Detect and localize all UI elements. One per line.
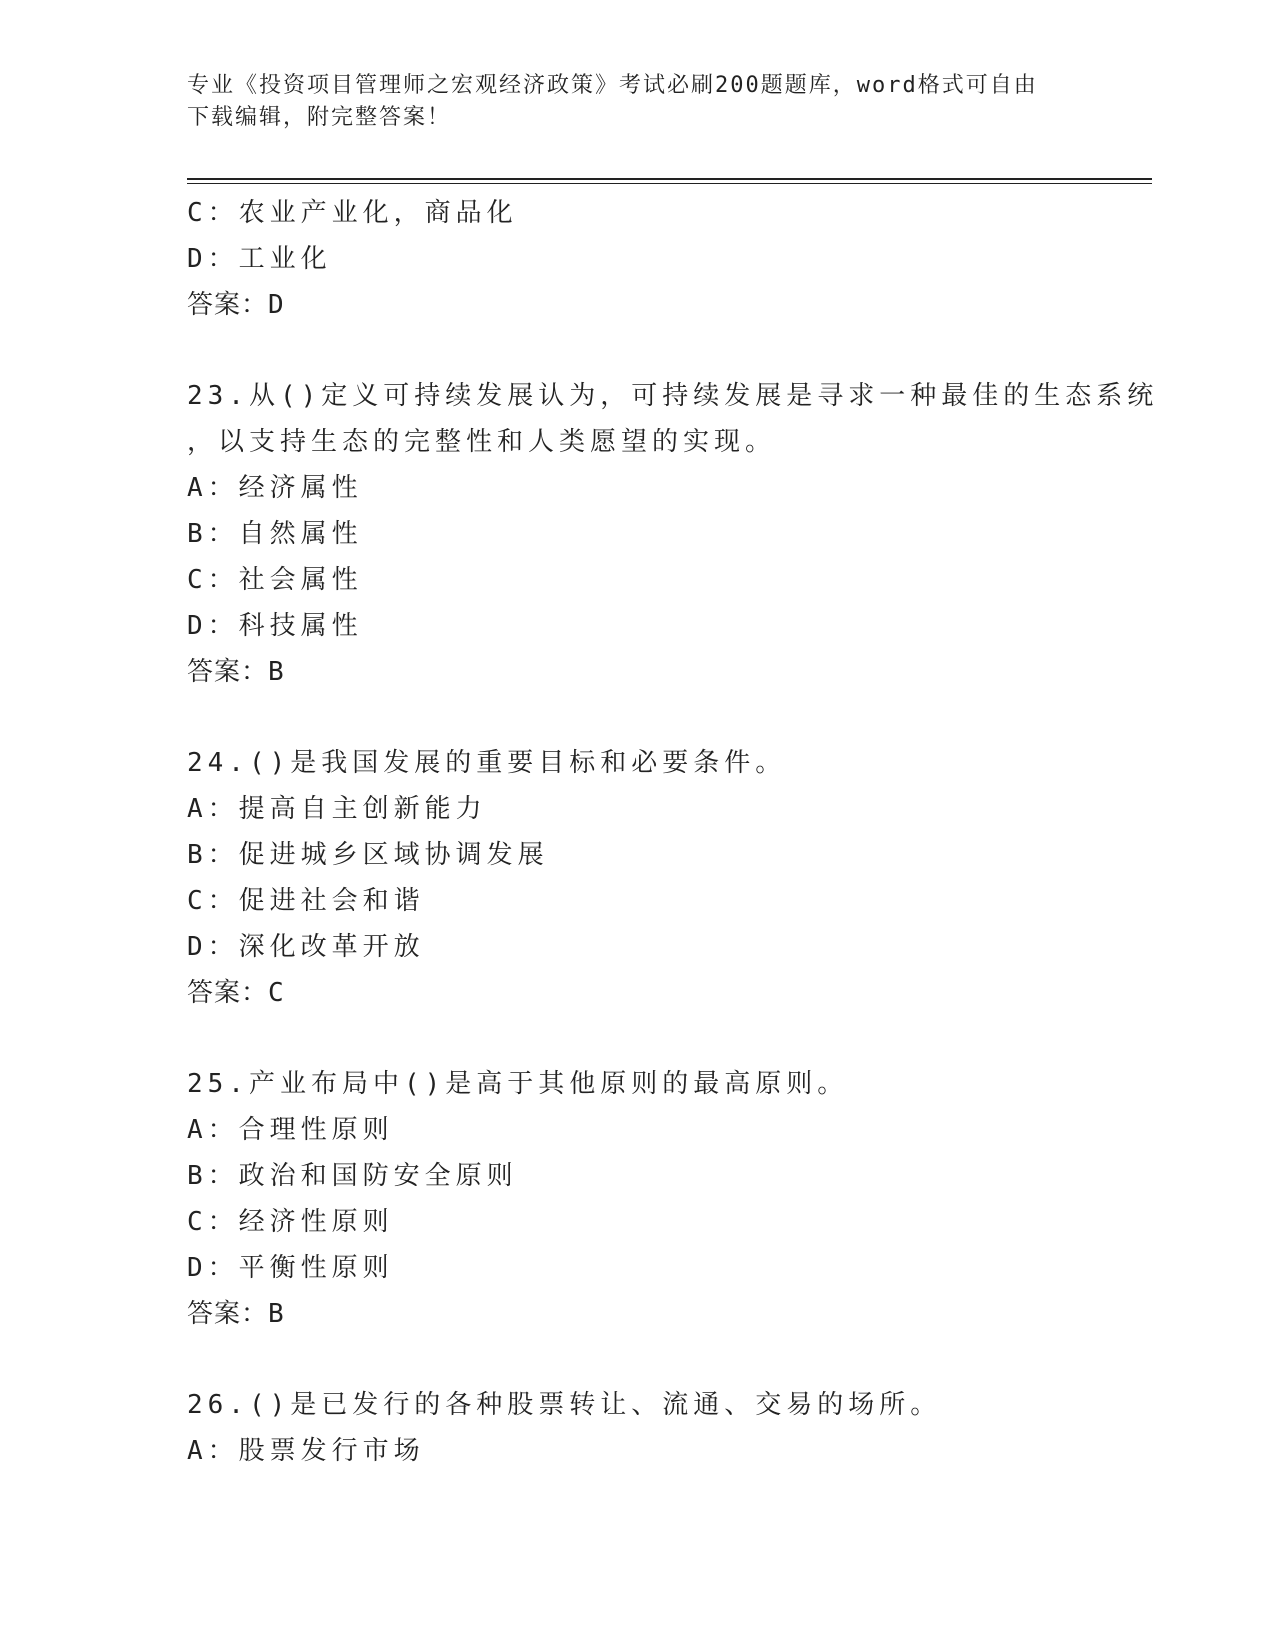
question-text: 23.从()定义可持续发展认为，可持续发展是寻求一种最佳的生态系统 bbox=[187, 381, 1159, 411]
option-d: D：平衡性原则 bbox=[187, 1253, 394, 1283]
option-d: D：工业化 bbox=[187, 244, 332, 274]
question-text: 25.产业布局中()是高于其他原则的最高原则。 bbox=[187, 1069, 849, 1099]
option-b: B：自然属性 bbox=[187, 519, 363, 549]
header-rule-thick bbox=[187, 178, 1152, 180]
question-text-cont: ，以支持生态的完整性和人类愿望的实现。 bbox=[187, 427, 777, 457]
question-25 bbox=[187, 1061, 1107, 1337]
option-a: A：提高自主创新能力 bbox=[187, 794, 487, 824]
header-rule-thin bbox=[187, 183, 1152, 184]
option-a: A：股票发行市场 bbox=[187, 1436, 425, 1466]
header-line-2: 下载编辑，附完整答案！ bbox=[187, 105, 452, 130]
answer: 答案：D bbox=[187, 290, 285, 320]
question-text: 24.()是我国发展的重要目标和必要条件。 bbox=[187, 748, 787, 778]
answer: 答案：C bbox=[187, 978, 285, 1008]
option-d: D：科技属性 bbox=[187, 611, 363, 641]
question-23 bbox=[187, 373, 1159, 695]
option-c: C：经济性原则 bbox=[187, 1207, 394, 1237]
option-b: B：促进城乡区域协调发展 bbox=[187, 840, 549, 870]
option-a: A：合理性原则 bbox=[187, 1115, 394, 1145]
option-b: B：政治和国防安全原则 bbox=[187, 1161, 518, 1191]
document-header bbox=[187, 70, 1067, 134]
question-24 bbox=[187, 740, 1107, 1016]
option-c: C：农业产业化，商品化 bbox=[187, 198, 518, 228]
answer: 答案：B bbox=[187, 1299, 285, 1329]
option-d: D：深化改革开放 bbox=[187, 932, 425, 962]
header-line-1: 专业《投资项目管理师之宏观经济政策》考试必刷200题题库，word格式可自由 bbox=[187, 73, 1038, 98]
answer: 答案：B bbox=[187, 657, 285, 687]
question-26 bbox=[187, 1382, 1107, 1474]
option-c: C：社会属性 bbox=[187, 565, 363, 595]
option-a: A：经济属性 bbox=[187, 473, 363, 503]
question-text: 26.()是已发行的各种股票转让、流通、交易的场所。 bbox=[187, 1390, 942, 1420]
question-list bbox=[187, 190, 1159, 1474]
option-c: C：促进社会和谐 bbox=[187, 886, 425, 916]
question-22-tail bbox=[187, 190, 1107, 328]
